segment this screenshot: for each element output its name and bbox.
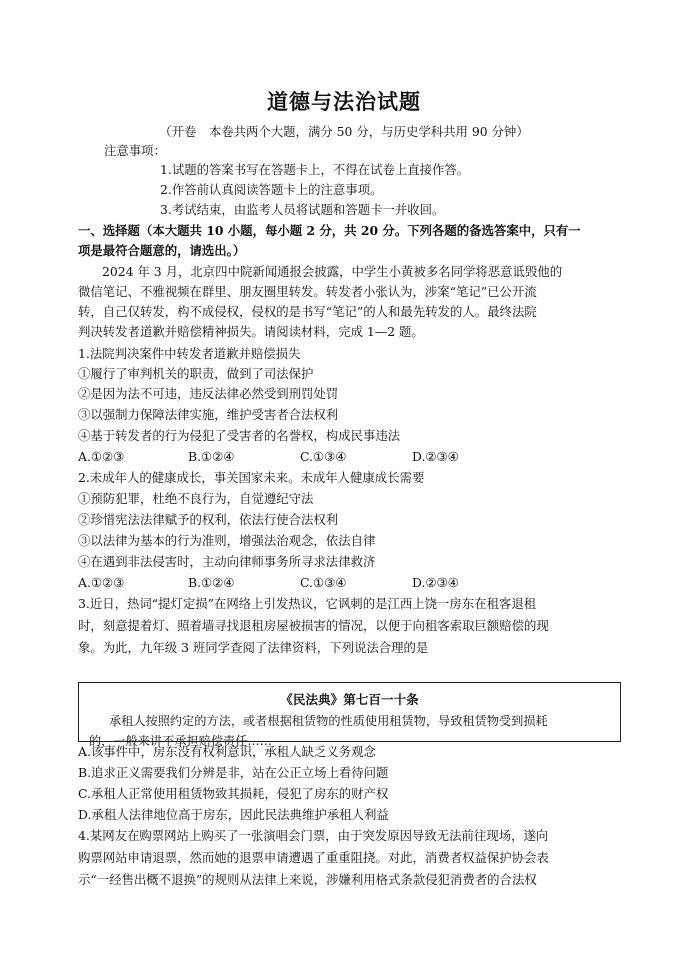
q2-item: ①预防犯罪，杜绝不良行为，自觉遵纪守法 [78,491,314,506]
material-line: 判决转发者道歉并赔偿精神损失。请阅读材料，完成 1—2 题。 [78,324,424,339]
notice-item: 1.试题的答案书写在答题卡上，不得在试卷上直接作答。 [160,162,470,177]
q4-stem: 示“一经售出概不退换”的规则从法律上来说，涉嫌利用格式条款侵犯消费者的合法权 [78,872,537,887]
notice-item: 2.作答前认真阅读答题卡上的注意事项。 [160,182,383,197]
option-d[interactable]: D.承租人法律地位高于房东，因此民法典维护承租人利益 [78,807,389,822]
material-line: 2024 年 3 月，北京四中院新闻通报会披露，中学生小黄被多名同学将恶意诋毁他的 [102,264,563,279]
q1-item: ②是因为法不可违，违反法律必然受到刑罚处罚 [78,386,339,401]
q2-item: ②珍惜宪法法律赋予的权利，依法行使合法权利 [78,512,339,527]
notice-item: 3.考试结束，由监考人员将试题和答题卡一并收回。 [160,202,445,217]
q3-stem: 时，刻意提着灯、照着墙寻找退租房屋被损害的情况，以便于向租客索取巨额赔偿的现 [78,618,549,633]
option-b[interactable]: B.追求正义需要我们分辨是非，站在公正立场上看待问题 [78,765,389,780]
option-d[interactable]: D.②③④ [412,449,459,464]
option-a[interactable]: A.①②③ [78,575,125,590]
q1-item: ①履行了审判机关的职责，做到了司法保护 [78,366,314,381]
q2-item: ④在遇到非法侵害时，主动向律师事务所寻求法律救济 [78,554,376,569]
option-a[interactable]: A.该事件中，房东没有权利意识，承租人缺乏义务观念 [78,744,376,759]
option-d[interactable]: D.②③④ [412,575,459,590]
q2-options [78,573,618,593]
option-c[interactable]: C.承租人正常使用租赁物致其损耗，侵犯了房东的财产权 [78,786,389,801]
section-heading: 一、选择题（本大题共 10 小题，每小题 2 分，共 20 分。下列各题的备选答案中，只有一 [78,223,581,238]
q3-stem: 象。为此，九年级 3 班同学查阅了法律资料，下列说法合理的是 [78,640,429,655]
material-line: 转，自己仅转发，构不成侵权，侵权的是书写“笔记”的人和最先转发的人。最终法院 [78,304,537,319]
q1-item: ④基于转发者的行为侵犯了受害者的名誉权，构成民事违法 [78,428,401,443]
q1-options [78,447,618,467]
law-excerpt-title: 《民法典》第七百一十条 [280,692,419,707]
q2-item: ③以法律为基本的行为准则，增强法治观念，依法自律 [78,533,376,548]
law-excerpt-line: 承租人按照约定的方法，或者根据租赁物的性质使用租赁物，导致租赁物受到损耗 [109,714,548,728]
law-excerpt-box [78,682,621,748]
option-c[interactable]: C.①③④ [300,449,347,464]
option-b[interactable]: B.①②④ [188,449,235,464]
q1-stem: 1.法院判决案件中转发者道歉并赔偿损失 [78,346,301,361]
q1-item: ③以强制力保障法律实施，维护受害者合法权利 [78,407,339,422]
material-line: 微信笔记、不雅视频在群里、朋友圈里转发。转发者小张认为，涉案“笔记”已公开流 [78,284,537,299]
law-excerpt-line: 的，一般来讲不承担赔偿责任…… [89,734,272,748]
option-c[interactable]: C.①③④ [300,575,347,590]
notice-heading: 注意事项： [104,143,166,158]
page-title: 道德与法治试题 [267,89,421,114]
q3-stem: 3.近日，热词“提灯定损”在网络上引发热议，它讽刺的是江西上饶一房东在租客退租 [78,596,537,611]
option-a[interactable]: A.①②③ [78,449,125,464]
q4-stem: 4.某网友在购票网站上购买了一张演唱会门票，由于突发原因导致无法前往现场，遂向 [78,828,549,843]
section-heading-cont: 项是最符合题意的，请选出。） [78,243,246,258]
exam-subtitle: （开卷 本卷共两个大题，满分 50 分，与历史学科共用 90 分钟） [159,124,529,139]
option-b[interactable]: B.①②④ [188,575,235,590]
q2-stem: 2.未成年人的健康成长，事关国家未来。未成年人健康成长需要 [78,470,425,485]
q4-stem: 购票网站申请退票，然而她的退票申请遭遇了重重阻挠。对此，消费者权益保护协会表 [78,850,549,865]
